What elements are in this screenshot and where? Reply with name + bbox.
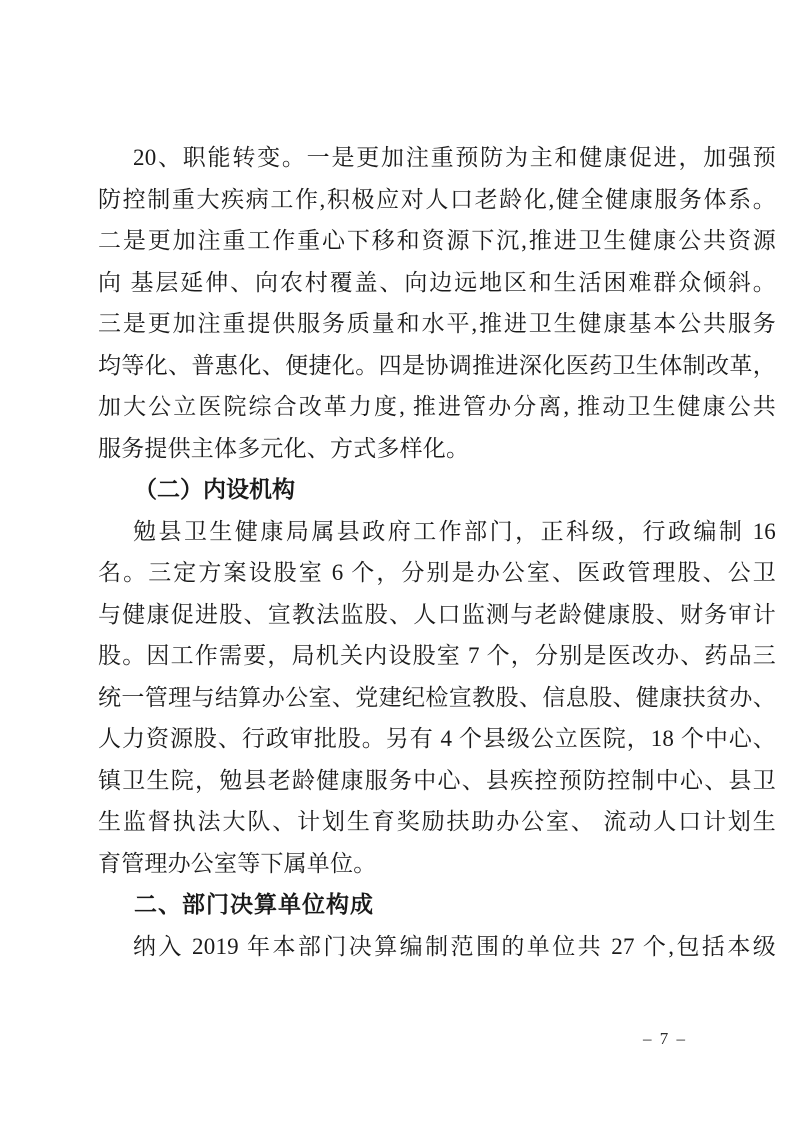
paragraph-internal-organization (98, 511, 776, 885)
text-line: 服务提供主体多元化、方式多样化。 (98, 435, 470, 461)
text-line: 均等化、普惠化、便捷化。四是协调推进深化医药卫生体制改革， (98, 352, 776, 378)
text-line: 纳入 2019 年本部门决算编制范围的单位共 27 个,包括本级 (133, 933, 776, 959)
document-body (98, 137, 776, 967)
text-line: 勉县卫生健康局属县政府工作部门，正科级，行政编制 16 (133, 518, 776, 544)
text-line: 加大公立医院综合改革力度, 推进管办分离, 推动卫生健康公共 (98, 394, 776, 419)
heading-unit-composition: 二、部门决算单位构成 (134, 891, 374, 917)
text-line: 防控制重大疾病工作,积极应对人口老龄化,健全健康服务体系。 (98, 186, 776, 212)
text-line: 镇卫生院，勉县老龄健康服务中心、县疾控预防控制中心、县卫 (98, 767, 776, 793)
text-line: 名。三定方案设股室 6 个，分别是办公室、医政管理股、公卫 (98, 560, 776, 585)
heading-internal-organization: （二）内设机构 (134, 477, 295, 502)
text-line: 统一管理与结算办公室、党建纪检宣教股、信息股、健康扶贫办、 (98, 684, 776, 710)
text-line: 育管理办公室等下属单位。 (98, 850, 377, 876)
text-line: 与健康促进股、宣教法监股、人口监测与老龄健康股、财务审计 (98, 601, 776, 627)
page-number: – 7 – (643, 1029, 687, 1048)
text-line: 三是更加注重提供服务质量和水平,推进卫生健康基本公共服务 (98, 311, 776, 336)
text-line: 20、职能转变。一是更加注重预防为主和健康促进，加强预 (133, 145, 776, 170)
text-line: 二是更加注重工作重心下移和资源下沉,推进卫生健康公共资源 (98, 228, 776, 253)
text-line: 生监督执法大队、计划生育奖励扶助办公室、 流动人口计划生 (98, 809, 776, 834)
text-line: 向 基层延伸、向农村覆盖、向边远地区和生活困难群众倾斜。 (98, 269, 776, 295)
paragraph-unit-composition (98, 926, 776, 968)
text-line: 股。因工作需要，局机关内设股室 7 个，分别是医改办、药品三 (98, 643, 776, 668)
text-line: 人力资源股、行政审批股。另有 4 个县级公立医院，18 个中心、 (98, 726, 776, 751)
paragraph-functions-transformation (98, 137, 776, 469)
